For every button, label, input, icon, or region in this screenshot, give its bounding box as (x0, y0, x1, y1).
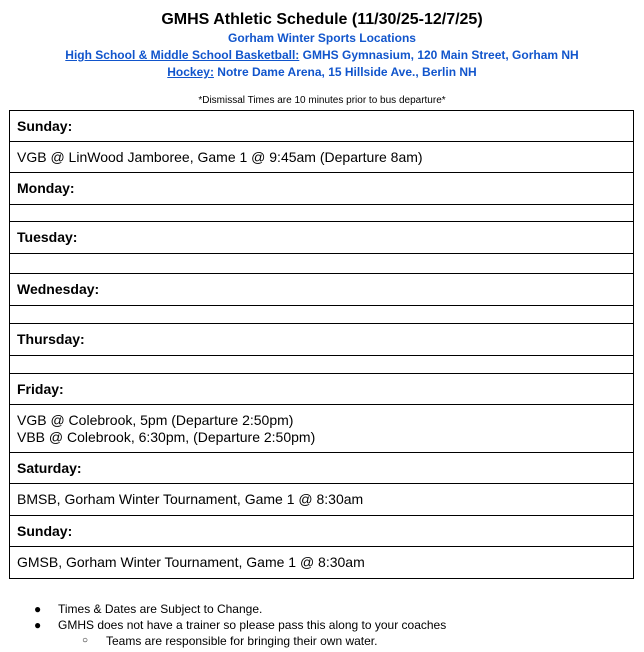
day-row-friday (10, 374, 634, 405)
event-cell-friday (10, 405, 634, 453)
event-row-friday (10, 405, 634, 453)
day-row-thursday (10, 324, 634, 356)
day-label-sunday: Sunday: (10, 111, 634, 142)
sub-note-text: Teams are responsible for bringing their own water. (106, 634, 378, 648)
note-text: Times & Dates are Subject to Change. (58, 602, 263, 616)
event-row-tuesday (10, 254, 634, 274)
event-cell-sunday (10, 142, 634, 173)
event-row-thursday (10, 356, 634, 374)
schedule-table (9, 110, 634, 579)
event-row-saturday (10, 484, 634, 516)
document-header (0, 10, 644, 81)
location-basketball-value: GMHS Gymnasium, 120 Main Street, Gorham NH (299, 48, 579, 62)
event-row-sunday-2 (10, 547, 634, 579)
day-row-wednesday (10, 274, 634, 306)
event-cell-wednesday (10, 306, 634, 324)
list-item (0, 601, 644, 617)
day-row-sunday (10, 111, 634, 142)
event-line: VGB @ LinWood Jamboree, Game 1 @ 9:45am (Departure 8am) (17, 148, 423, 165)
event-cell-thursday (10, 356, 634, 374)
event-line: VBB @ Colebrook, 6:30pm, (Departure 2:50pm) (17, 428, 316, 445)
dismissal-note: *Dismissal Times are 10 minutes prior to bus departure* (198, 95, 446, 106)
day-label-thursday: Thursday: (10, 324, 634, 356)
location-hockey-label: Hockey: (167, 65, 214, 79)
day-row-saturday (10, 453, 634, 484)
event-line: GMSB, Gorham Winter Tournament, Game 1 @ 8:30am (17, 554, 365, 570)
day-label-wednesday: Wednesday: (10, 274, 634, 306)
location-basketball-label: High School & Middle School Basketball: (65, 48, 300, 62)
day-label-sunday-2: Sunday: (10, 516, 634, 547)
notes-list (0, 601, 644, 649)
page-title: GMHS Athletic Schedule (11/30/25-12/7/25) (161, 11, 483, 28)
location-basketball (0, 47, 644, 64)
event-line: VGB @ Colebrook, 5pm (Departure 2:50pm) (17, 411, 294, 428)
day-label-saturday: Saturday: (10, 453, 634, 484)
day-row-monday (10, 173, 634, 205)
day-row-tuesday (10, 222, 634, 254)
day-row-sunday-2 (10, 516, 634, 547)
event-row-monday (10, 205, 634, 222)
event-cell-tuesday (10, 254, 634, 274)
day-label-monday: Monday: (10, 173, 634, 205)
bullet-icon: ● (34, 618, 42, 632)
sub-list-item (0, 633, 644, 649)
note-text: GMHS does not have a trainer so please pass this along to your coaches (58, 618, 447, 632)
event-row-sunday (10, 142, 634, 173)
bullet-icon: ● (34, 602, 42, 616)
list-item (0, 617, 644, 633)
sub-bullet-icon: ○ (82, 635, 89, 646)
locations-subtitle: Gorham Winter Sports Locations (228, 31, 416, 45)
event-line: BMSB, Gorham Winter Tournament, Game 1 @ 8:30am (17, 491, 364, 507)
day-label-friday: Friday: (10, 374, 634, 405)
location-hockey (0, 64, 644, 81)
day-label-tuesday: Tuesday: (10, 222, 634, 254)
event-row-wednesday (10, 306, 634, 324)
event-cell-monday (10, 205, 634, 222)
location-hockey-value: Notre Dame Arena, 15 Hillside Ave., Berlin NH (213, 65, 477, 79)
event-cell-sunday-2 (10, 547, 634, 579)
event-cell-saturday (10, 484, 634, 516)
